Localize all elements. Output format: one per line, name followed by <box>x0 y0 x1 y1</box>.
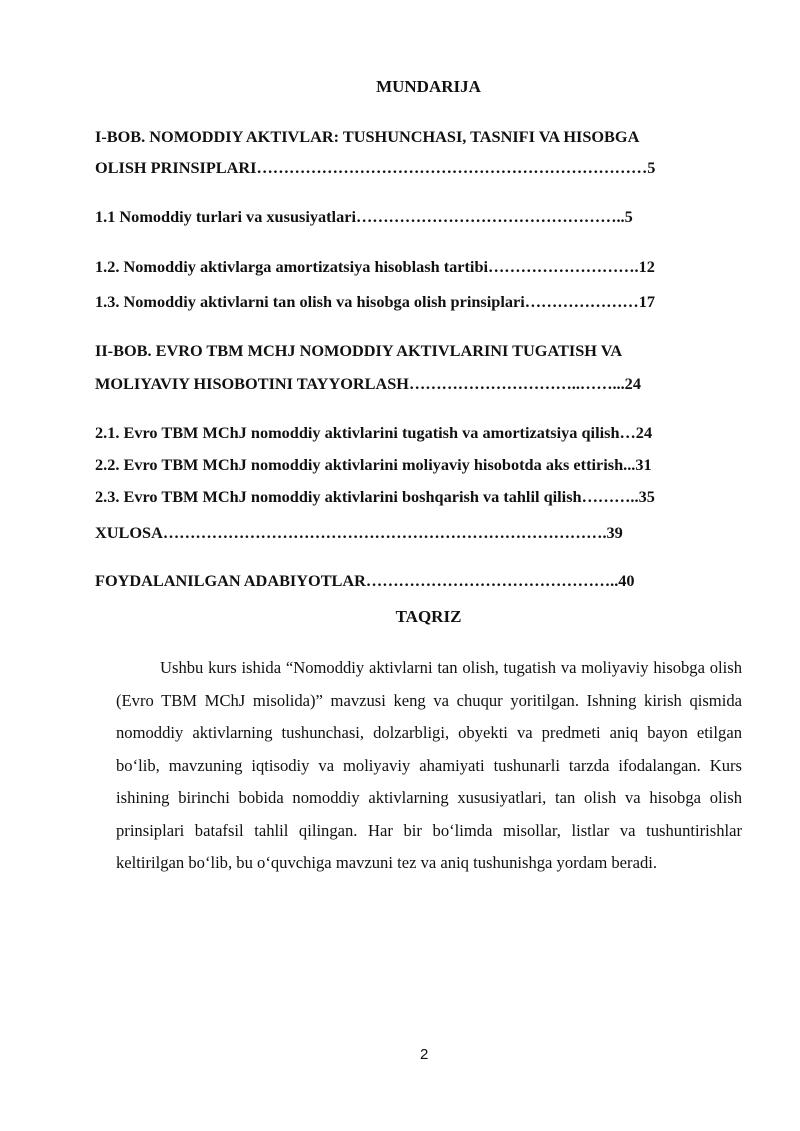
review-paragraph: Ushbu kurs ishida “Nomoddiy aktivlarni tan olish, tugatish va moliyaviy hisobga olish (Evro TBM MChJ misolida)” mavzusi keng va chuqur yoritilgan. Ishning kirish qismida nomoddiy aktivlarning tushunchasi, dolzarbligi, obyekti va predmeti aniq bayon etilgan bo‘lib, mavzuning iqtisodiy va moliyaviy ahamiyati tushunarli tarzda ifodalangan. Kurs ishining birinchi bobida nomoddiy aktivlarning xususiyatlari, tan olish va hisobga olish prinsiplari batafsil tahlil qilingan. Har bir bo‘limda misollar, listlar va tushuntirishlar keltirilgan bo‘lib, bu o‘quvchiga mavzuni tez va aniq tushunishga yordam beradi. <box>116 658 742 872</box>
toc-item-1-1: 1.1 Nomoddiy turlari va xususiyatlari…………………………………………..5 <box>95 207 633 226</box>
review-heading: TAQRIZ <box>395 607 462 626</box>
toc-references: FOYDALANILGAN ADABIYOTLAR………………………………………..40 <box>95 571 635 590</box>
toc-item-2-1: 2.1. Evro TBM MChJ nomoddiy aktivlarini tugatish va amortizatsiya qilish…24 <box>95 423 653 442</box>
toc-item-1-3: 1.3. Nomoddiy aktivlarni tan olish va hisobga olish prinsiplari…………………17 <box>95 292 655 311</box>
toc-conclusion: XULOSA……………………………………………………………………….39 <box>95 523 623 542</box>
toc-chapter1-line2: OLISH PRINSIPLARI………………………………………………………………5 <box>95 158 656 177</box>
toc-item-1-2: 1.2. Nomoddiy aktivlarga amortizatsiya hisoblash tartibi……………………….12 <box>95 257 655 276</box>
toc-item-2-3: 2.3. Evro TBM MChJ nomoddiy aktivlarini boshqarish va tahlil qilish………..35 <box>95 487 655 506</box>
toc-item-2-2: 2.2. Evro TBM MChJ nomoddiy aktivlarini moliyaviy hisobotda aks ettirish...31 <box>95 455 652 474</box>
page-number: 2 <box>420 1046 429 1063</box>
toc-heading: MUNDARIJA <box>376 77 481 96</box>
toc-chapter1-line1: I-BOB. NOMODDIY AKTIVLAR: TUSHUNCHASI, TASNIFI VA HISOBGA <box>95 127 640 146</box>
toc-chapter2-line2: MOLIYAVIY HISOBOTINI TAYYORLASH…………………………..……...24 <box>95 374 641 393</box>
toc-chapter2-line1: II-BOB. EVRO TBM MCHJ NOMODDIY AKTIVLARINI TUGATISH VA <box>95 341 623 360</box>
